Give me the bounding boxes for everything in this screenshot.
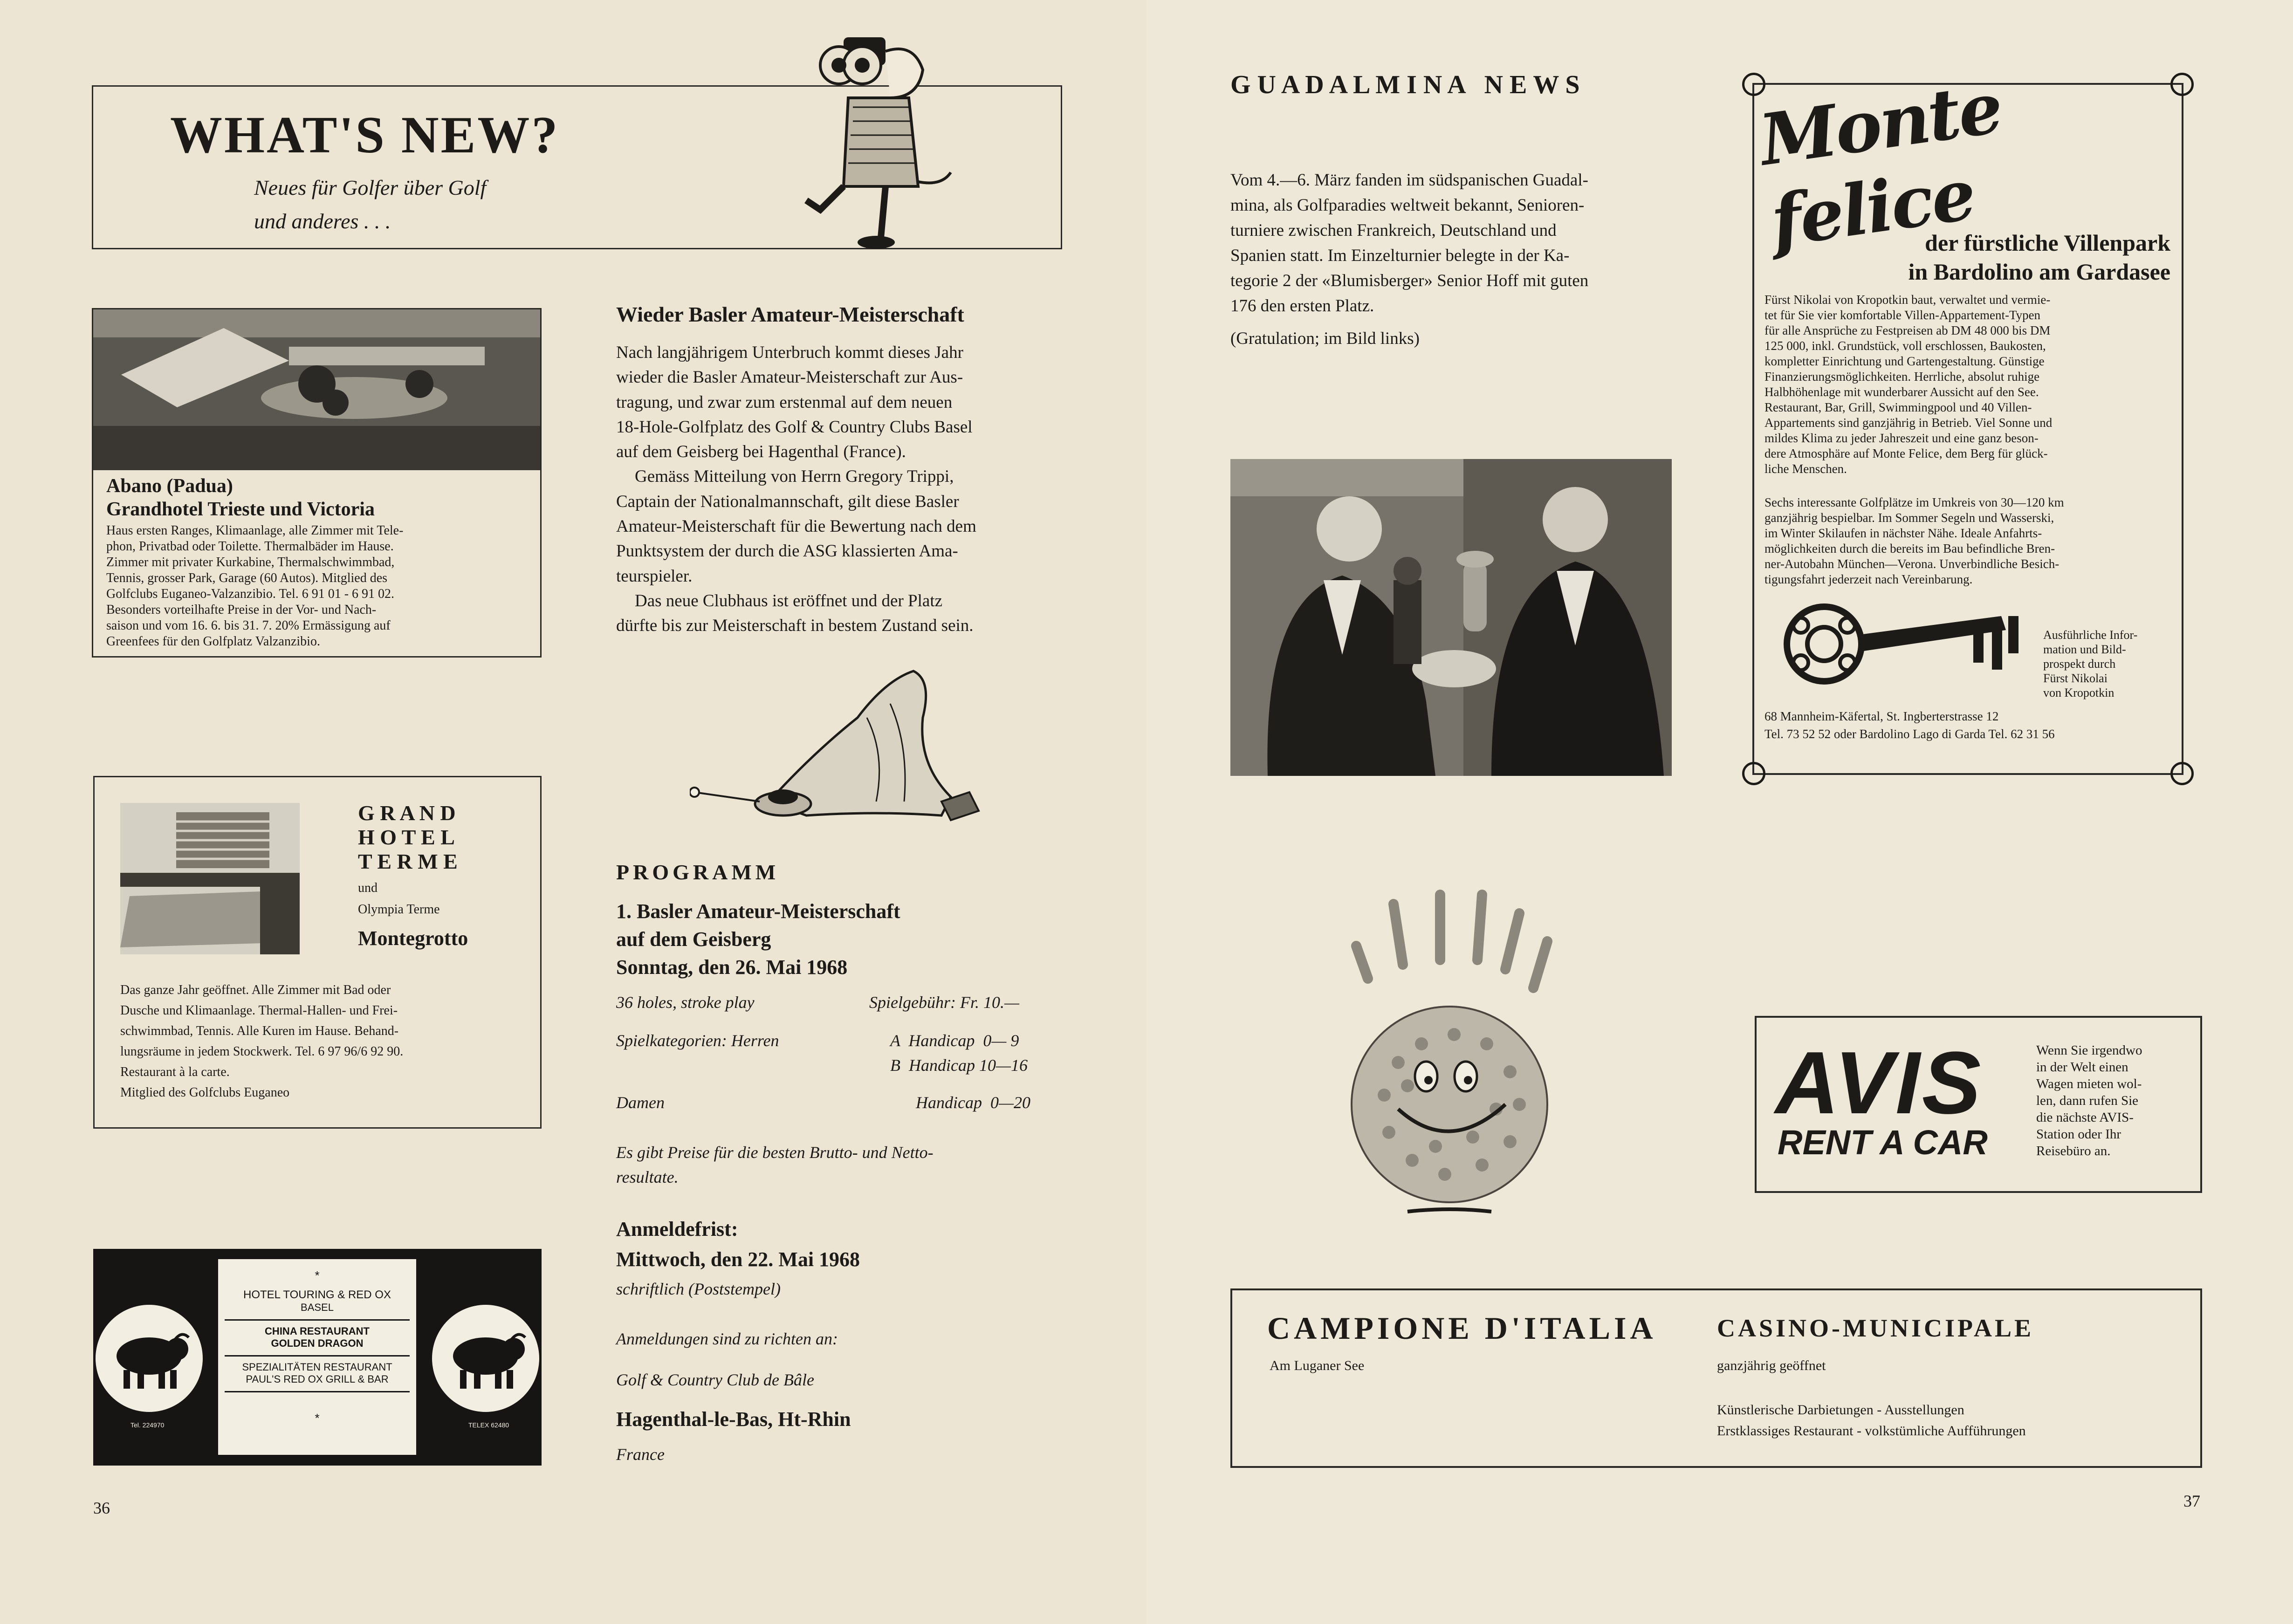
terme-place: Montegrotto: [358, 927, 468, 950]
avis-rent-a-car: RENT A CAR: [1778, 1123, 1988, 1162]
programm-cat-a: A Handicap 0— 9: [890, 1031, 1019, 1050]
monte-felice-line: 125 000, inkl. Grundstück, voll erschlossen, Baukosten,: [1764, 339, 2046, 353]
monte-felice-info-line: prospekt durch: [2043, 657, 2116, 671]
article-line: Captain der Nationalmannschaft, gilt diese Basler: [616, 492, 959, 511]
deadline-date: Mittwoch, den 22. Mai 1968: [616, 1248, 860, 1271]
campione-subtitle: Am Luganer See: [1270, 1358, 1365, 1373]
monte-felice-line: kompletter Einrichtung und Gartengestaltung. Günstige: [1764, 354, 2045, 368]
red-ox-panel: [218, 1259, 416, 1455]
article-line: Nach langjährigem Unterbruch kommt dieses Jahr: [616, 343, 963, 362]
news-line: 176 den ersten Platz.: [1230, 296, 1374, 315]
programm-format: 36 holes, stroke play: [616, 993, 755, 1012]
red-ox-line-3: CHINA RESTAURANT: [265, 1325, 370, 1337]
casino-title: CASINO-MUNICIPALE: [1717, 1314, 2034, 1342]
monte-felice-line: tigungsfahrt jederzeit nach Vereinbarung.: [1764, 572, 1973, 586]
avis-line: Wenn Sie irgendwo: [2036, 1043, 2142, 1058]
programm-cat-b: B Handicap 10—16: [890, 1056, 1028, 1075]
monte-felice-info: [2043, 628, 2137, 700]
terme-line: schwimmbad, Tennis. Alle Kuren im Hause. Behand-: [120, 1024, 399, 1038]
news-body: [1230, 168, 1678, 319]
monte-felice-line: Finanzierungsmöglichkeiten. Herrliche, absolut ruhige: [1764, 370, 2040, 384]
left-page: [0, 0, 1146, 1624]
article-line: teurspieler.: [616, 566, 693, 586]
red-ox-star-bottom: *: [315, 1411, 320, 1425]
abano-hotel-name: Grandhotel Trieste und Victoria: [106, 499, 375, 520]
monte-felice-line: im Winter Skilaufen in nächster Nähe. Ideale Anfahrts-: [1764, 526, 2042, 540]
campione-ad: [1230, 1288, 2202, 1468]
terme-olympia: Olympia Terme: [358, 902, 440, 917]
avis-line: in der Welt einen: [2036, 1060, 2128, 1075]
monte-felice-paragraph-2: [1764, 495, 2175, 587]
news-line: turniere zwischen Frankreich, Deutschland und: [1230, 221, 1557, 240]
monte-felice-line: möglichkeiten durch die bereits im Bau befindliche Bren-: [1764, 541, 2055, 555]
abano-line: Haus ersten Ranges, Klimaanlage, alle Zimmer mit Tele-: [106, 523, 404, 538]
programm-event-line-1: 1. Basler Amateur-Meisterschaft: [616, 900, 900, 923]
terme-line: Dusche und Klimaanlage. Thermal-Hallen- und Frei-: [120, 1003, 398, 1018]
campione-title: CAMPIONE D'ITALIA: [1267, 1310, 1657, 1346]
monte-felice-info-line: Ausführliche Infor-: [2043, 628, 2138, 642]
abano-hotel-ad: [92, 308, 542, 658]
monte-felice-tel: Tel. 73 52 52 oder Bardolino Lago di Garda Tel. 62 31 56: [1764, 727, 2055, 741]
page-title: WHAT'S NEW?: [170, 106, 560, 164]
red-ox-line-4: GOLDEN DRAGON: [271, 1337, 364, 1349]
lying-golfer-illustration: [690, 662, 993, 829]
news-line: Vom 4.—6. März fanden im südspanischen Guadal-: [1230, 171, 1588, 190]
key-icon: [1773, 597, 2043, 691]
monte-felice-info-line: Fürst Nikolai: [2043, 672, 2108, 685]
abano-hotel-photo: [93, 309, 540, 470]
terme-line: Das ganze Jahr geöffnet. Alle Zimmer mit Bad oder: [120, 983, 391, 997]
avis-line: len, dann rufen Sie: [2036, 1093, 2139, 1108]
bull-emblem-right: [432, 1305, 539, 1412]
abano-description: [106, 523, 528, 650]
abano-line: phon, Privatbad oder Toilette. Thermalbäder im Hause.: [106, 539, 394, 554]
monte-felice-subtitle-1: der fürstliche Villenpark: [1925, 230, 2170, 256]
award-handshake-photo: [1230, 459, 1672, 776]
monte-felice-line: Fürst Nikolai von Kropotkin baut, verwaltet und vermie-: [1764, 293, 2051, 307]
article-line: wieder die Basler Amateur-Meisterschaft zur Aus-: [616, 368, 963, 387]
monte-felice-line: für alle Ansprüche zu Festpreisen ab DM 48 000 bis DM: [1764, 323, 2051, 337]
programm-event-line-2: auf dem Geisberg: [616, 928, 771, 951]
terme-line: Restaurant à la carte.: [120, 1065, 230, 1079]
club-country: France: [616, 1445, 665, 1464]
grand-hotel-terme-ad: [93, 776, 542, 1129]
abano-line: Tennis, grosser Park, Garage (60 Autos). Mitglied des: [106, 571, 388, 585]
monte-felice-info-line: von Kropotkin: [2043, 686, 2115, 699]
casino-line-1: Künstlerische Darbietungen - Ausstellungen: [1717, 1402, 1964, 1418]
subtitle-line-2: und anderes . . .: [254, 209, 391, 233]
casino-line-2: Erstklassiges Restaurant - volkstümliche Aufführungen: [1717, 1423, 2026, 1439]
news-line: tegorie 2 der «Blumisberger» Senior Hoff mit guten: [1230, 271, 1589, 290]
programm-prizes-line-2: resultate.: [616, 1168, 679, 1186]
abano-line: Besonders vorteilhafte Preise in der Vor- und Nach-: [106, 603, 377, 617]
club-town: Hagenthal-le-Bas, Ht-Rhin: [616, 1408, 851, 1431]
terme-hotel-photo: [120, 803, 300, 954]
article-line: Punktsystem der durch die ASG klassierten Ama-: [616, 541, 958, 561]
abano-line: Greenfees für den Golfplatz Valzanzibio.: [106, 634, 320, 649]
monte-felice-line: Halbhöhenlage mit wunderbarer Aussicht auf den See.: [1764, 385, 2039, 399]
article-line: tragung, und zwar zum erstenmal auf dem neuen: [616, 392, 953, 412]
terme-name-line-2: H O T E L: [358, 825, 455, 849]
send-to: Anmeldungen sind zu richten an:: [616, 1329, 838, 1348]
article-line: auf dem Geisberg bei Hagenthal (France).: [616, 442, 906, 462]
monte-felice-subtitle-2: in Bardolino am Gardasee: [1908, 259, 2170, 285]
avis-line: Wagen mieten wol-: [2036, 1076, 2142, 1091]
deadline-label: Anmeldefrist:: [616, 1218, 738, 1240]
monte-felice-line: ner-Autobahn München—Verona. Unverbindliche Besich-: [1764, 557, 2060, 571]
article-title: Wieder Basler Amateur-Meisterschaft: [616, 302, 964, 326]
article-line: Gemäss Mitteilung von Herrn Gregory Trippi,: [635, 467, 954, 487]
monte-felice-line: Restaurant, Bar, Grill, Swimmingpool und 40 Villen-: [1764, 400, 2032, 414]
red-ox-line-5: SPEZIALITÄTEN RESTAURANT: [242, 1361, 392, 1373]
programm-damen: Damen: [616, 1093, 665, 1112]
programm-damen-handicap: Handicap 0—20: [916, 1093, 1030, 1112]
monte-felice-paragraph-1: [1764, 292, 2175, 477]
programm-fee: Spielgebühr: Fr. 10.—: [869, 993, 1019, 1012]
casino-open: ganzjährig geöffnet: [1717, 1358, 1826, 1373]
news-caption: (Gratulation; im Bild links): [1230, 329, 1420, 348]
article-line: dürfte bis zur Meisterschaft in bestem Zustand sein.: [616, 616, 974, 636]
smiling-golf-ball-illustration: [1342, 885, 1557, 1221]
page-number-right: 37: [2183, 1492, 2200, 1510]
programm-categories: Spielkategorien: Herren: [616, 1031, 779, 1050]
programm-event-line-3: Sonntag, den 26. Mai 1968: [616, 956, 848, 979]
subtitle-line-1: Neues für Golfer über Golf: [254, 176, 487, 199]
monte-felice-address: 68 Mannheim-Käfertal, St. Ingberterstrasse 12: [1764, 709, 1999, 723]
monte-felice-logo: Monte felice: [1755, 67, 2006, 263]
monte-felice-line: mildes Klima zu jeder Jahreszeit und eine ganz beson-: [1764, 431, 2039, 445]
red-ox-line-1: HOTEL TOURING & RED OX: [243, 1288, 391, 1301]
abano-line: Golfclubs Euganeo-Valzanzibio. Tel. 6 91 01 - 6 91 02.: [106, 587, 395, 601]
red-ox-line-2: BASEL: [301, 1302, 334, 1313]
corner-ornament-icon: [2170, 762, 2194, 785]
article-line: 18-Hole-Golfplatz des Golf & Country Clubs Basel: [616, 417, 973, 437]
abano-line: Zimmer mit privater Kurkabine, Thermalschwimmbad,: [106, 555, 395, 569]
red-ox-tel: Tel. 224970: [130, 1421, 165, 1429]
page-number-left: 36: [93, 1499, 110, 1517]
article-line: Das neue Clubhaus ist eröffnet und der Platz: [635, 591, 943, 610]
monte-felice-line: Appartements sind ganzjährig in Betrieb. Viel Sonne und: [1764, 416, 2053, 430]
avis-line: die nächste AVIS-: [2036, 1110, 2134, 1125]
red-ox-line-6: PAUL'S RED OX GRILL & BAR: [246, 1373, 389, 1385]
bull-icon: [432, 1305, 539, 1412]
programm-prizes-line-1: Es gibt Preise für die besten Brutto- und Netto-: [616, 1143, 934, 1162]
avis-ad: [1755, 1016, 2202, 1193]
red-ox-ad: [93, 1249, 542, 1466]
avis-line: Station oder Ihr: [2036, 1127, 2121, 1142]
red-ox-telex: TELEX 62480: [468, 1421, 509, 1429]
bull-icon: [96, 1305, 203, 1412]
terme-description: [120, 980, 521, 1103]
avis-description: [2036, 1042, 2142, 1159]
monte-felice-line: dere Atmosphäre auf Monte Felice, dem Berg für glück-: [1764, 446, 2048, 460]
monte-felice-line: liche Menschen.: [1764, 462, 1847, 476]
terme-name-line-3: T E R M E: [358, 850, 458, 873]
abano-line: saison und vom 16. 6. bis 31. 7. 20% Ermässigung auf: [106, 618, 391, 633]
club-name: Golf & Country Club de Bâle: [616, 1370, 814, 1389]
avis-line: Reisebüro an.: [2036, 1144, 2111, 1158]
news-heading: G U A D A L M I N A N E W S: [1230, 70, 1580, 99]
deadline-note: schriftlich (Poststempel): [616, 1280, 781, 1298]
article-body: [616, 340, 1064, 638]
terme-line: Mitglied des Golfclubs Euganeo: [120, 1085, 290, 1100]
terme-line: lungsräume in jedem Stockwerk. Tel. 6 97 96/6 92 90.: [120, 1044, 404, 1059]
monte-felice-line: ganzjährig bespielbar. Im Sommer Segeln und Wasserski,: [1764, 511, 2054, 525]
article-line: Amateur-Meisterschaft für die Bewertung nach dem: [616, 517, 976, 536]
bull-emblem-left: [96, 1305, 203, 1412]
terme-und: und: [358, 881, 378, 895]
monte-felice-line: tet für Sie vier komfortable Villen-Appartement-Typen: [1764, 308, 2041, 322]
news-line: mina, als Golfparadies weltweit bekannt, Senioren-: [1230, 196, 1585, 215]
avis-logo: AVIS: [1775, 1034, 1983, 1132]
monte-felice-line: Sechs interessante Golfplätze im Umkreis von 30—120 km: [1764, 495, 2064, 509]
red-ox-star-top: *: [315, 1268, 320, 1282]
corner-ornament-icon: [1742, 762, 1765, 785]
abano-city: Abano (Padua): [106, 475, 233, 497]
monte-felice-info-line: mation und Bild-: [2043, 643, 2126, 656]
corner-ornament-icon: [2170, 73, 2194, 96]
golfer-binoculars-illustration: [792, 33, 988, 252]
news-line: Spanien statt. Im Einzelturnier belegte in der Ka-: [1230, 246, 1570, 265]
corner-ornament-icon: [1742, 73, 1765, 96]
programm-heading: PROGRAMM: [616, 860, 780, 884]
monte-felice-ad: [1752, 67, 2183, 775]
right-page: [1146, 0, 2293, 1624]
terme-name-line-1: G R A N D: [358, 801, 456, 825]
